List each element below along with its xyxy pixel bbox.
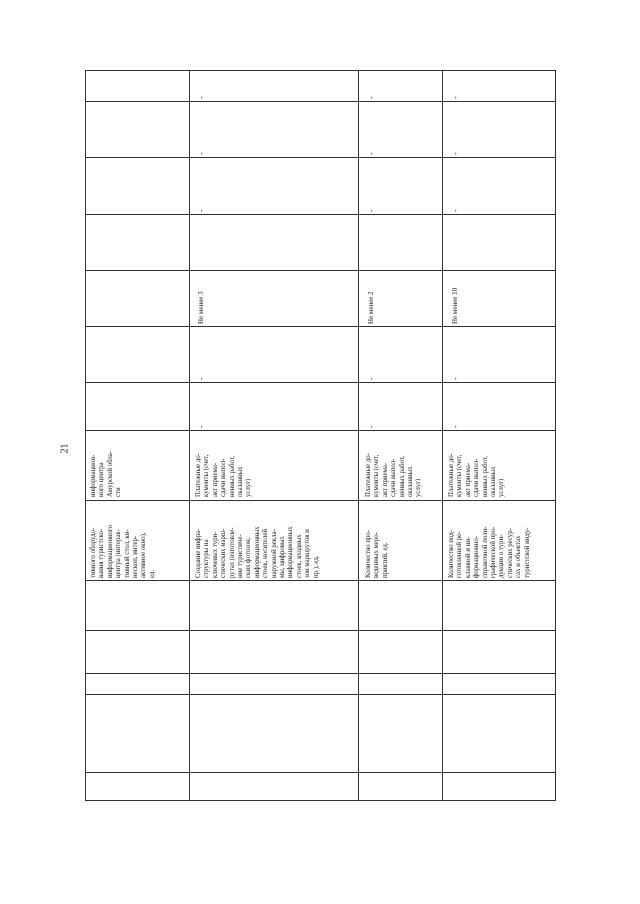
column-divider (85, 270, 556, 271)
column-divider (85, 500, 556, 501)
dash-cell: - (367, 425, 376, 428)
column-divider (85, 214, 556, 215)
column-divider (85, 630, 556, 631)
column-divider (85, 673, 556, 674)
row-divider (189, 70, 190, 801)
dash-cell: - (367, 377, 376, 380)
target-value: Не менее 3 (197, 291, 205, 324)
column-divider (85, 772, 556, 773)
dash-cell: - (451, 96, 460, 99)
row-divider (358, 70, 359, 801)
column-divider (85, 326, 556, 327)
indicator-cell: Количество под- готовленной ре- кламной и ин- формационно- справочной поли- графической про- дукции о тури- стических ресур- сах и объектах туристской инду- (448, 526, 531, 578)
dash-cell: - (367, 152, 376, 155)
dash-cell: - (197, 152, 206, 155)
column-divider (85, 430, 556, 431)
indicator-cell: тивного оборудо- вания туристско- информационного центра (интерак- тивный стол, ки- нескоп, интер- активное окно), ед. (90, 524, 156, 578)
dash-cell: - (451, 425, 460, 428)
page-number: 21 (59, 443, 71, 454)
column-divider (85, 382, 556, 383)
source-cell: Платежные до- кументы (счет, акт приема- сдачи выпол- ненных работ, оказанных услуг) (365, 453, 423, 497)
dash-cell: - (367, 209, 376, 212)
dash-cell: - (197, 377, 206, 380)
table-border-right (555, 70, 556, 801)
row-divider (442, 70, 443, 801)
dash-cell: - (451, 152, 460, 155)
table-border-top (85, 70, 556, 71)
table-border-bottom (85, 800, 556, 801)
column-divider (85, 580, 556, 581)
dash-cell: - (197, 209, 206, 212)
indicator-cell: Количество про- веденных меро- приятий, ед. (365, 529, 389, 578)
dash-cell: - (197, 96, 206, 99)
dash-cell: - (367, 96, 376, 99)
dash-cell: - (451, 209, 460, 212)
column-divider (85, 694, 556, 695)
dash-cell: - (197, 425, 206, 428)
target-value: Не менее 10 (451, 287, 459, 324)
column-divider (85, 101, 556, 102)
source-cell: информацион- ного центра Амурской обла- сти (90, 450, 123, 497)
column-divider (85, 157, 556, 158)
source-cell: Платежные до- кументы (счет, акт приема- сдачи выпол- ненных работ, оказанных услуг) (195, 453, 253, 497)
target-value: Не менее 2 (367, 291, 375, 324)
dash-cell: - (451, 377, 460, 380)
indicator-cell: Создание инфра- структуры на ключевых тури- стических марш- рутах (изготовле- ние туристиче- ских фотозон, информационных стоек, носителей наружной рекла- мы, цифровых информационных стоек, входных зон маршрутов и пр.), ед. (195, 526, 320, 578)
source-cell: Платежные до- кументы (счет, акт приема- сдачи выпол- ненных работ, оказанных услуг) (448, 453, 506, 497)
table-border-left (85, 70, 86, 801)
